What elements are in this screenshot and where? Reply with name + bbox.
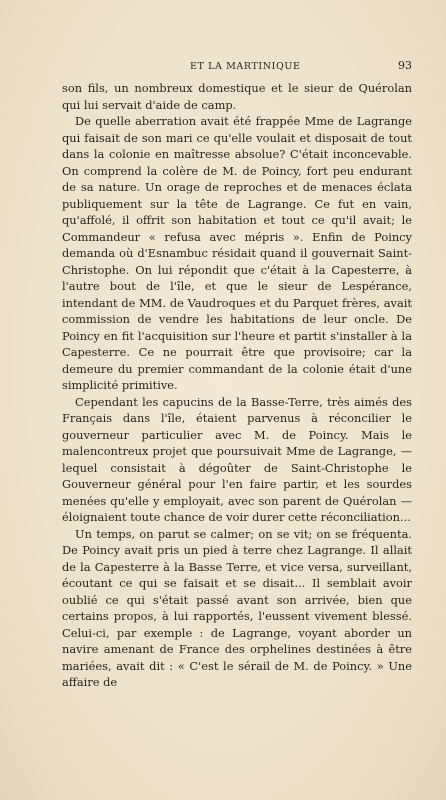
page-header xyxy=(62,59,412,73)
paragraph: son fils, un nombreux domestique et le sieur de Quérolan qui lui servait d'aide de camp. xyxy=(62,81,412,112)
page-body xyxy=(62,80,412,691)
paragraph: Cependant les capucins de la Basse-Terre, très aimés des Français dans l'île, étaient parvenus à réconcilier le gouverneur particulier avec M. de Poincy. Mais le malencontreux projet que poursuivait Mme de Lagrange, — lequel consistait à dégoûter de Saint-Christophe le Gouverneur général pour l'en faire partir, et les sourdes menées qu'elle y employait, avec son parent de Quérolan — éloignaient toute chance de voir durer cette réconciliation... xyxy=(62,394,412,524)
running-title: ET LA MARTINIQUE xyxy=(190,61,301,72)
paragraph: Un temps, on parut se calmer; on se vit; on se fréquenta. De Poincy avait pris un pied à terre chez Lagrange. Il allait de la Capesterre à la Basse Terre, et vice versa, surveillant, écoutant ce qui se faisait et se disait... Il semblait avoir oublié ce qui s'était passé avant son arrivée, bien que certains propos, à lui rapportés, l'eussent vivement blessé. Celui-ci, par exemple : de Lagrange, voyant aborder un navire amenant de France des orphelines destinées à être mariées, avait dit : « C'est le sérail de M. de Poincy. » Une affaire de xyxy=(62,526,412,689)
paragraph: De quelle aberration avait été frappée Mme de Lagrange qui faisait de son mari ce qu'elle voulait et disposait de tout dans la colonie en maîtresse absolue? C'était inconcevable. On comprend la colère de M. de Poincy, fort peu endurant de sa nature. Un orage de reproches et de menaces éclata publiquement sur la tête de Lagrange. Ce fut en vain, qu'affolé, il offrit son habitation et tout ce qu'il avait; le Commandeur « refusa avec mépris ». Enfin de Poincy demanda où d'Esnambuc résidait quand il gouvernait Saint-Christophe. On lui répondit que c'était à la Capesterre, à l'autre bout de l'île, et que le sieur de Lespérance, intendant de MM. de Vaudroques et du Parquet frères, avait commission de vendre les habitations de leur oncle. De Poincy en fit l'acquisition sur l'heure et partit s'installer à la Capesterre. Ce ne pourrait être que provisoire; car la demeure du premier commandant de la colonie était d'une simplicité primitive. xyxy=(62,114,412,392)
page-number: 93 xyxy=(398,59,412,72)
